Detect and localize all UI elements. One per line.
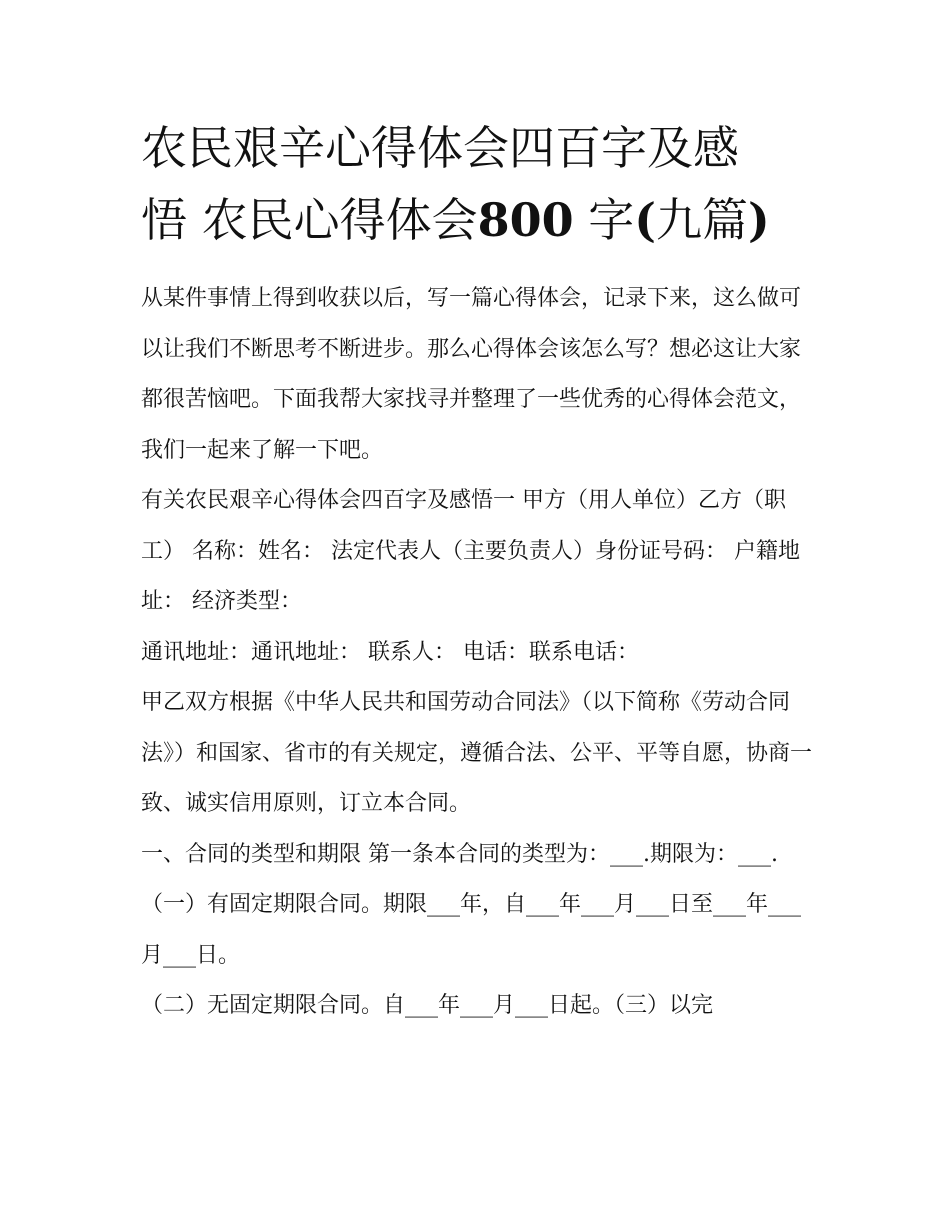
title-line-2-count: 九篇 bbox=[656, 193, 749, 247]
title-paren-close: ) bbox=[748, 193, 770, 247]
title-number: 800 bbox=[477, 193, 574, 247]
title-line-2-text: 悟 农民心得体会 bbox=[141, 193, 478, 247]
paragraph-contact: 通讯地址：通讯地址： 联系人： 电话：联系电话： bbox=[141, 639, 639, 665]
paragraph-fixed-term: （一）有固定期限合同。期限___年，自___年___月___日至___年___月___日。 bbox=[141, 892, 802, 968]
paragraph-basis: 甲乙双方根据《中华人民共和国劳动合同法》（以下简称《劳动合同法》）和国家、省市的有关规定，遵循合法、公平、平等自愿，协商一致、诚实信用原则，订立本合同。 bbox=[141, 690, 813, 816]
title-line-1: 农民艰辛心得体会四百字及感 bbox=[141, 121, 739, 175]
paragraph-contract-type: 一、合同的类型和期限 第一条本合同的类型为：___.期限为：___. bbox=[141, 841, 778, 867]
paragraph-intro: 从某件事情上得到收获以后，写一篇心得体会，记录下来，这么做可以让我们不断思考不断进步。那么心得体会该怎么写？想必这让大家都很苦恼吧。下面我帮大家找寻并整理了一些优秀的心得体会范文，我们一起来了解一下吧。 bbox=[141, 286, 802, 463]
document-title bbox=[141, 112, 813, 256]
title-paren-open: ( bbox=[634, 193, 657, 247]
paragraph-parties: 有关农民艰辛心得体会四百字及感悟一 甲方（用人单位）乙方（职工） 名称：姓名： 法定代表人（主要负责人）身份证号码： 户籍地址： 经济类型： bbox=[141, 488, 800, 614]
document-body bbox=[141, 112, 813, 1032]
paragraph-open-term: （二）无固定期限合同。自___年___月___日起。（三）以完 bbox=[141, 993, 714, 1018]
title-line-2-word: 字 bbox=[573, 193, 635, 247]
